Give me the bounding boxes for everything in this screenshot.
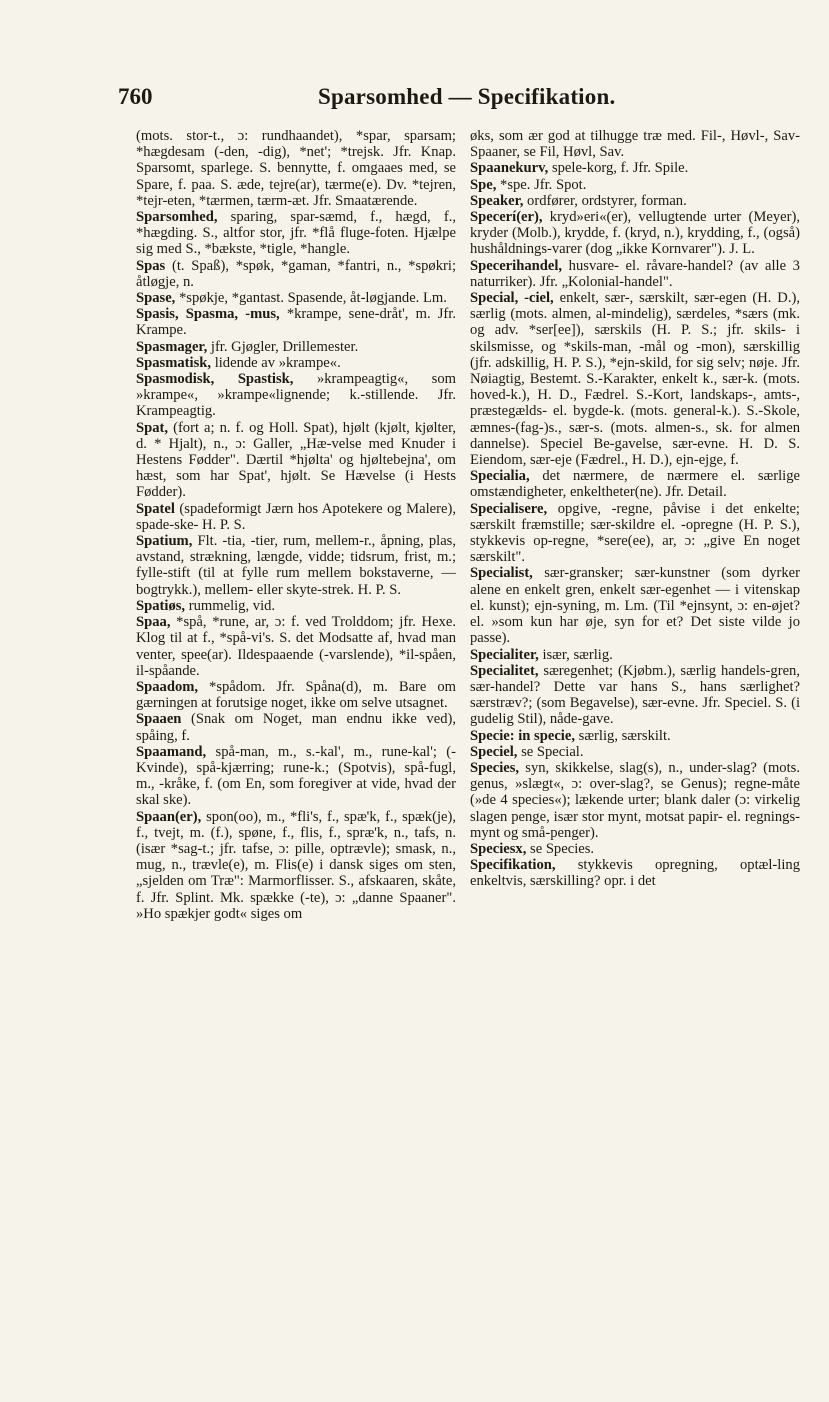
entry-headword: Spatiøs, — [136, 597, 186, 614]
entry-definition: øks, som ær god at tilhugge træ med. Fil-, Høvl-, Sav-Spaaner, se Fil, Høvl, Sav. — [470, 128, 800, 161]
right-column — [456, 128, 800, 890]
entry-definition: spon(oo), m., *fli's, f., spæ'k, f., spæk(je), f., tvejt, m. (f.), spøne, f., flis, f., spræ'k, n., tafs, n. (især *sag-t.; jfr. tafse, ɔ: pille, optrævle); smask, n., mug, n., trævle(e), m. Flis(e) i dansk siges om sten, „sjelden om Træ": Marmorflisser. S., afskaaren, skåte, f. Jfr. Splint. Mk. spække (-te), ɔ: „danne Spaaner". »Ho spækjer godt« siges om — [136, 808, 456, 922]
entry-headword: Spaan(er), — [136, 808, 202, 825]
page-number: 760 — [118, 84, 153, 109]
entry-definition: (mots. stor-t., ɔ: rundhaandet), *spar, sparsam; *hægdesam (-den, -dig), *net'; *trejsk. Jfr. Knap. Sparsomt, sparlege. S. bennytte, f. omgaaes med, se Spare, f. paa. S. æde, tejre(ar), tærme(e). Dv. *tejren, *tejr-eten, *tærmen, tærm-æt. Jfr. Smaatærende. — [136, 128, 456, 209]
entry-headword: Specialia, — [470, 468, 530, 485]
entry-definition: opgive, -regne, påvise i det enkelte; særskilt fræmstille; sær-skildre el. -opregne (H. P. S.), stykkevis op-regne, *sere(ee), ar, ɔ: „give En noget særskilt". — [470, 500, 800, 566]
entry-headword: Spase, — [136, 290, 176, 307]
entry-definition: lidende av »krampe«. — [214, 354, 341, 371]
entry-headword: Spatium, — [136, 533, 193, 550]
entry-headword: Spatel — [136, 500, 175, 517]
dictionary-entry — [456, 128, 800, 160]
entry-definition: kryd»eri«(er), vellugtende urter (Meyer), kryder (Molb.), krydde, f. (kryd, n.), krydding, f., (også) hushåldnings-varer (dog „ikke Kornvarer"). J. L. — [470, 209, 800, 258]
entry-headword: Spaa, — [136, 614, 171, 631]
entry-headword: Spaamand, — [136, 743, 207, 760]
dictionary-entry — [456, 647, 800, 663]
entry-headword: Speciel, — [470, 743, 518, 760]
dictionary-entry — [456, 177, 800, 193]
entry-headword: Spe, — [470, 176, 497, 193]
entry-definition: enkelt, sær-, særskilt, sær-egen (H. D.), særlig (mots. almen, al-mindelig), særdeles, *særs (mk. og adv. *ser[ee]), særskils (H. P. S.; jfr. skils- i skilsmisse, og *skils-man, -mål og -mon), særskillig (jfr. adskillig, H. P. S.), *ejn-skild, for sig selv; nøje. Jfr. Nøiagtig, Bestemt. S.-Karakter, enkelt k., sær-k. (mots. hoved-k.), H. D., Fædrel. S.-Kort, landskaps-, amts-, præstegælds- el. bygde-k. (mots. general-k.). S.-Skole, æmnes-(fag-)s., sær-s. (mots. almen-s., sk. for almen dannelse). Speciel Be-gavelse, sær-evne. H. D. S. Eiendom, sær-eje (Fædrel., H. D.), ejn-ejge, f. — [470, 290, 800, 469]
entry-headword: Specialist, — [470, 565, 533, 582]
dictionary-entry — [122, 711, 456, 743]
entry-definition: ordfører, ordstyrer, forman. — [527, 192, 687, 209]
dictionary-entry — [122, 809, 456, 922]
dictionary-entry — [456, 468, 800, 500]
dictionary-entry — [122, 128, 456, 209]
dictionary-entry — [456, 160, 800, 176]
dictionary-entry — [456, 258, 800, 290]
entry-headword: Spasmatisk, — [136, 354, 212, 371]
entry-headword: Spaaen — [136, 711, 182, 728]
entry-definition: *krampe, sene-dråt', m. Jfr. Krampe. — [136, 306, 456, 339]
entry-definition: *spøkje, *gantast. Spasende, åt-løgjande. Lm. — [179, 290, 447, 307]
dictionary-entry — [122, 371, 456, 420]
dictionary-entry — [122, 501, 456, 533]
dictionary-entry — [456, 193, 800, 209]
dictionary-entry — [456, 209, 800, 258]
entry-headword: Specialisere, — [470, 500, 548, 517]
dictionary-entry — [122, 614, 456, 679]
entry-headword: Spasis, Spasma, -mus, — [136, 306, 280, 323]
entry-definition: (spadeformigt Jærn hos Apotekere og Malere), spade-ske- H. P. S. — [136, 500, 456, 533]
dictionary-entry — [122, 339, 456, 355]
entry-definition: *spe. Jfr. Spot. — [500, 176, 587, 193]
entry-definition: (t. Spaß), *spøk, *gaman, *fantri, n., *spøkri; åtløgje, n. — [136, 257, 456, 290]
entry-headword: Speciesx, — [470, 840, 527, 857]
entry-definition: *spådom. Jfr. Spåna(d), m. Bare om gærningen at forutsige noget, ikke om selve utsagnet. — [136, 678, 457, 712]
dictionary-entry — [122, 598, 456, 614]
entry-definition: (fort a; n. f. og Holl. Spat), hjølt (kjølt, kjølter, d. * Hjalt), n., ɔ: Galler, „Hæ-velse med Knuder i Hestens Fødder". Dærtil *hjølta' og hjøltebejna', om hæst, som har Spat', hjølt. Se Hævelse (i Hests Fødder). — [136, 419, 457, 501]
entry-definition: Flt. -tia, -tier, rum, mellem-r., åpning, plas, avstand, strækning, længde, vidde; tidsrum, frist, m.; fylle-stift (til at fylle rum mellem bokstaverne, — bogtrykk.), mellem- eller skyte-strek. H. P. S. — [136, 533, 456, 598]
entry-headword: Specerí(er), — [470, 209, 543, 226]
entry-headword: Specialitet, — [470, 662, 539, 679]
entry-headword: Spas — [136, 257, 166, 274]
entry-definition: særegenhet; (Kjøbm.), særlig handels-gren, sær-handel? Dette var hans S., hans særlighet? særstræv?; (som Begavelse), sær-evne. Jfr. Speciel. S. (i gudelig Stil), nåde-gave. — [470, 662, 800, 728]
entry-definition: (Snak om Noget, man endnu ikke ved), spåing, f. — [136, 711, 456, 744]
dictionary-entry — [122, 258, 456, 290]
entry-headword: Special, -ciel, — [470, 290, 554, 307]
entry-headword: Species, — [470, 759, 520, 776]
dictionary-entry — [456, 760, 800, 841]
dictionary-entry — [122, 533, 456, 598]
entry-headword: Spaadom, — [136, 678, 199, 695]
entry-headword: Spasmodisk, Spastisk, — [136, 371, 294, 388]
dictionary-entry — [122, 306, 456, 338]
dictionary-entry — [456, 744, 800, 760]
entry-definition: sparing, spar-sæmd, f., hægd, f., *hægding. S., altfor stor, jfr. *flå fluge-foten. Hjælpe sig med S., *bækste, *tigle, *hangle. — [136, 209, 456, 258]
dictionary-entry — [122, 209, 456, 258]
entry-definition: *spå, *rune, ar, ɔ: f. ved Trolddom; jfr. Hexe. Klog til at f., *spå-vi's. S. det Modsatte af, hvad man venter, spee(ar). Ildespaaende (-varslende), *il-spåen, il-spåande. — [136, 614, 456, 679]
dictionary-entry — [122, 420, 456, 501]
dictionary-entry — [456, 501, 800, 566]
entry-definition: det nærmere, de nærmere el. særlige omstændigheter, enkeltheter(ne). Jfr. Detail. — [470, 468, 800, 501]
entry-definition: se Species. — [530, 840, 595, 857]
dictionary-entry — [122, 355, 456, 371]
dictionary-entry — [456, 290, 800, 468]
entry-definition: husvare- el. råvare-handel? (av alle 3 naturriker). Jfr. „Kolonial-handel". — [470, 257, 800, 290]
entry-definition: stykkevis opregning, optæl-ling enkeltvis, særskilling? opr. i det — [470, 857, 800, 890]
dictionary-entry — [456, 728, 800, 744]
dictionary-entry — [122, 744, 456, 809]
entry-definition: spå-man, m., s.-kal', m., rune-kal'; (-Kvinde), spå-kjærring; rune-k.; (Spotvis), spå-fugl, m., -kråke, f. (om En, som foregiver at vide, hvad der skal ske). — [136, 743, 456, 809]
running-title: Sparsomhed — Specifikation. — [318, 84, 616, 109]
entry-headword: Speaker, — [470, 192, 524, 209]
entry-definition: rummelig, vid. — [188, 597, 276, 614]
running-header — [118, 78, 808, 118]
dictionary-entry — [122, 679, 456, 711]
dictionary-entry — [456, 841, 800, 857]
entry-headword: Spaanekurv, — [470, 160, 549, 177]
entry-headword: Spat, — [136, 419, 169, 436]
entry-headword: Spasmager, — [136, 338, 208, 355]
entry-definition: syn, skikkelse, slag(s), n., under-slag? (mots. genus, »slægt«, ɔ: over-slag?, se Genus); regne-måte (»de 4 species«); lækende urter; blank daler (ɔ: virkelig slagen penge, især stor mynt, motsat papir- el. regnings-mynt og små-penger). — [470, 759, 800, 841]
entry-definition: se Special. — [521, 743, 584, 760]
entry-definition: særlig, særskilt. — [578, 727, 671, 744]
left-column — [122, 128, 456, 922]
entry-definition: især, særlig. — [542, 646, 613, 663]
dictionary-entry — [456, 857, 800, 889]
entry-definition: spele-korg, f. Jfr. Spile. — [551, 160, 689, 177]
dictionary-entry — [122, 290, 456, 306]
entry-headword: Sparsomhed, — [136, 209, 218, 226]
entry-definition: jfr. Gjøgler, Drillemester. — [210, 338, 359, 355]
entry-headword: Specie: in specie, — [470, 727, 575, 744]
entry-headword: Specifikation, — [470, 857, 556, 874]
dictionary-entry — [456, 663, 800, 728]
entry-definition: sær-gransker; sær-kunstner (som dyrker alene en enkelt gren, enkelt sær-egenhet — i vitenskap el. kunst); ejn-syning, m. Lm. (Til *ejnsynt, ɔ: en-øjet? el. »som kun har øje, syn for et? Det siste vilde jo passe). — [470, 565, 800, 647]
dictionary-entry — [456, 565, 800, 646]
entry-definition: »krampeagtig«, som »krampe«, »krampe«lignende; k.-stillende. Jfr. Krampeagtig. — [136, 371, 456, 420]
entry-headword: Specialiter, — [470, 646, 539, 663]
entry-headword: Specerihandel, — [470, 257, 563, 274]
